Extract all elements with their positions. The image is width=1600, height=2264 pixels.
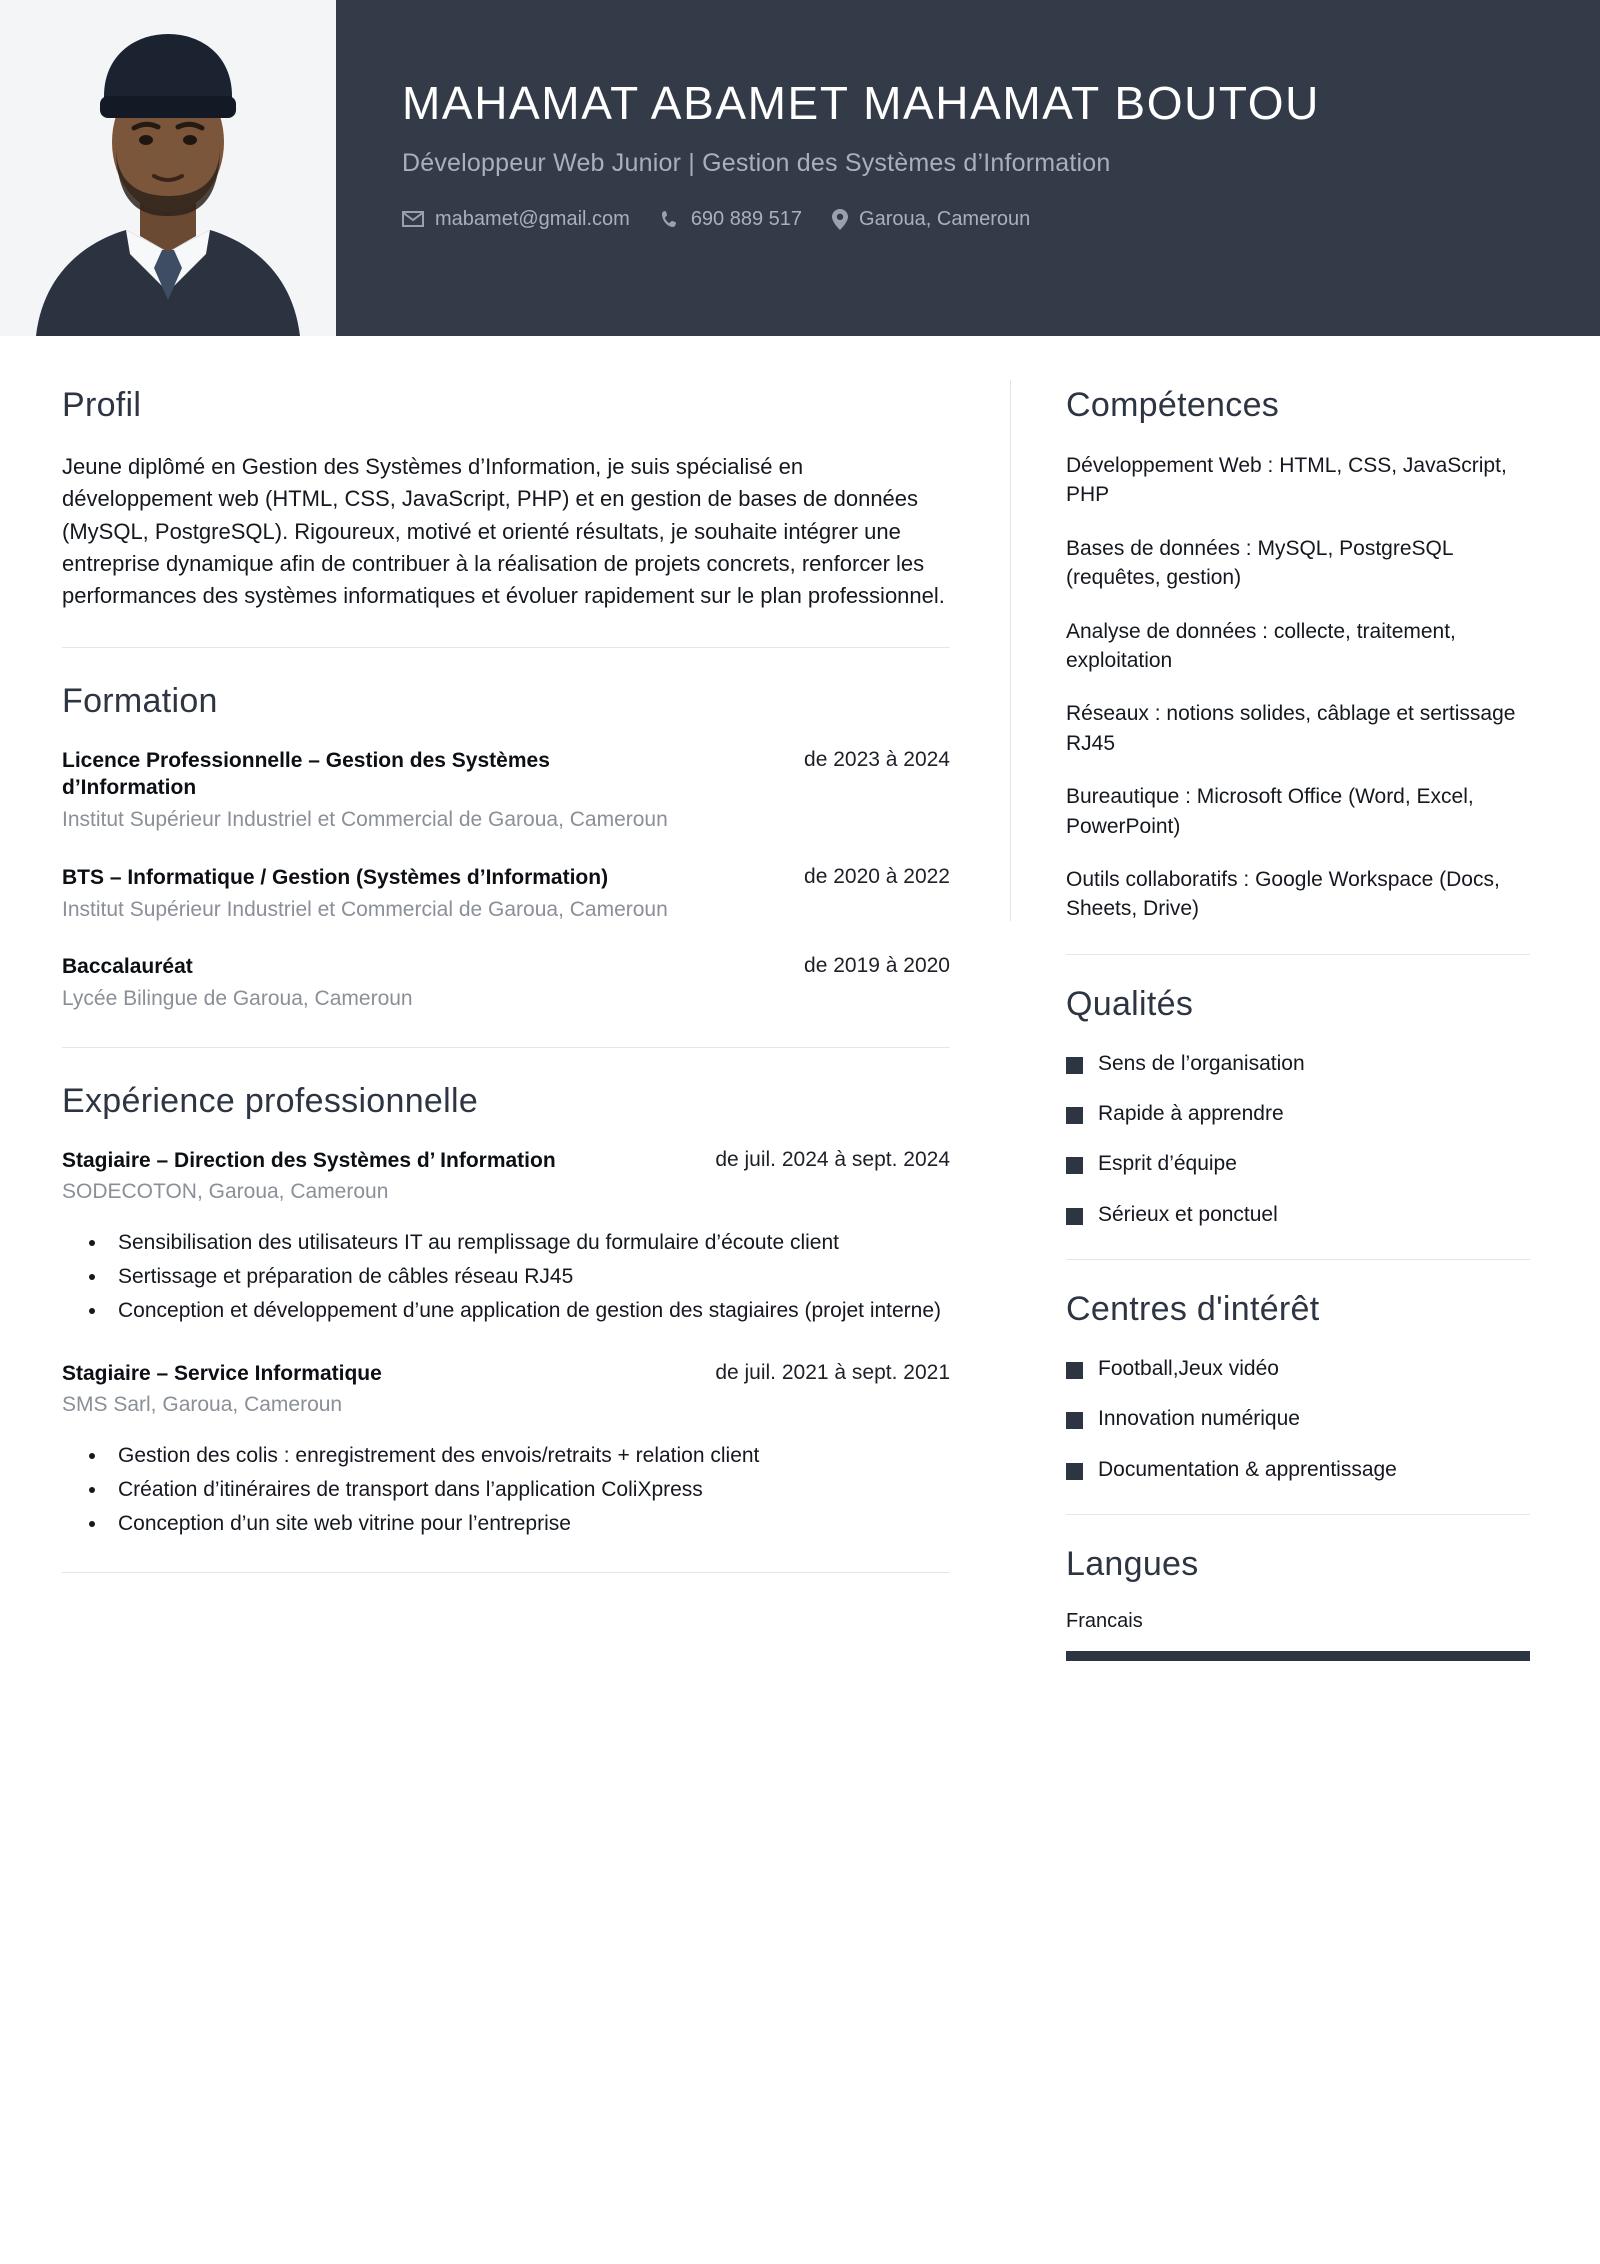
interest-label: Innovation numérique bbox=[1098, 1407, 1300, 1431]
experience-bullet: • Sensibilisation des utilisateurs IT au remplissage du formulaire d’écoute client bbox=[108, 1228, 950, 1258]
divider-profil-formation bbox=[62, 647, 950, 648]
quality-item bbox=[1066, 1050, 1530, 1078]
profil-text: Jeune diplômé en Gestion des Systèmes d’Information, je suis spécialisé en développement web (HTML, CSS, JavaScript, PHP) et en gestion de bases de données (MySQL, PostgreSQL). Rigoureux, motivé et orienté résultats, je souhaite intégrer une entreprise dynamique afin de contribuer à la réalisation de projets concrets, renforcer les performances des systèmes informatiques et évoluer rapidement sur le plan professionnel. bbox=[62, 454, 945, 609]
experience-heading: Expérience professionnelle bbox=[62, 1081, 479, 1120]
competences-heading: Compétences bbox=[1066, 386, 1280, 424]
quality-item bbox=[1066, 1100, 1530, 1128]
section-centres-interet bbox=[1066, 1290, 1530, 1484]
experience-title: Stagiaire – Service Informatique bbox=[62, 1361, 382, 1385]
education-entry bbox=[62, 864, 950, 923]
divider-qualites-interets bbox=[1066, 1259, 1530, 1260]
divider-competences-qualites bbox=[1066, 954, 1530, 955]
square-bullet-icon bbox=[1066, 1463, 1083, 1480]
section-langues bbox=[1066, 1545, 1530, 1661]
education-date: de 2023 à 2024 bbox=[804, 747, 950, 771]
square-bullet-icon bbox=[1066, 1057, 1083, 1074]
language-name: Francais bbox=[1066, 1610, 1143, 1633]
experience-entry bbox=[62, 1147, 950, 1326]
education-date: de 2020 à 2022 bbox=[804, 864, 950, 888]
contact-phone[interactable] bbox=[660, 208, 802, 231]
location-text: Garoua, Cameroun bbox=[859, 207, 1031, 230]
contact-location[interactable] bbox=[832, 208, 1030, 231]
email-text: mabamet@gmail.com bbox=[435, 207, 630, 230]
square-bullet-icon bbox=[1066, 1412, 1083, 1429]
contact-email[interactable] bbox=[402, 208, 630, 231]
language-level-bar bbox=[1066, 1651, 1530, 1661]
interest-item bbox=[1066, 1456, 1530, 1484]
map-pin-icon bbox=[832, 209, 848, 230]
experience-bullet: • Conception d’un site web vitrine pour l’entreprise bbox=[108, 1509, 950, 1539]
profil-heading: Profil bbox=[62, 386, 142, 424]
experience-title: Stagiaire – Direction des Systèmes d’ Information bbox=[62, 1148, 556, 1172]
quality-item bbox=[1066, 1201, 1530, 1229]
portrait-illustration bbox=[0, 0, 336, 336]
section-profil bbox=[62, 386, 950, 613]
divider-formation-experience bbox=[62, 1047, 950, 1048]
language-item bbox=[1066, 1610, 1530, 1661]
skill-item: Bases de données : MySQL, PostgreSQL (requêtes, gestion) bbox=[1066, 536, 1453, 590]
education-org: Institut Supérieur Industriel et Commercial de Garoua, Cameroun bbox=[62, 897, 668, 921]
interets-heading: Centres d'intérêt bbox=[1066, 1290, 1320, 1329]
experience-org: SODECOTON, Garoua, Cameroun bbox=[62, 1180, 389, 1204]
experience-bullet: • Conception et développement d’une application de gestion des stagiaires (projet interne) bbox=[108, 1296, 950, 1326]
sidebar-column bbox=[1011, 336, 1600, 1661]
education-date: de 2019 à 2020 bbox=[804, 954, 950, 978]
skill-item: Bureautique : Microsoft Office (Word, Excel, PowerPoint) bbox=[1066, 785, 1474, 838]
experience-bullet-list bbox=[108, 1228, 950, 1325]
experience-bullet: • Création d’itinéraires de transport dans l’application ColiXpress bbox=[108, 1475, 950, 1505]
skill-item: Développement Web : HTML, CSS, JavaScript, PHP bbox=[1066, 454, 1507, 507]
quality-label: Sens de l’organisation bbox=[1098, 1051, 1305, 1075]
experience-bullet-list bbox=[108, 1441, 950, 1538]
education-title: BTS – Informatique / Gestion (Systèmes d’Information) bbox=[62, 865, 609, 889]
header-text-block bbox=[336, 0, 1600, 336]
phone-icon bbox=[660, 209, 680, 229]
job-title: Développeur Web Junior | Gestion des Systèmes d’Information bbox=[402, 148, 1111, 177]
experience-date: de juil. 2024 à sept. 2024 bbox=[715, 1147, 950, 1171]
skill-item: Outils collaboratifs : Google Workspace (Docs, Sheets, Drive) bbox=[1066, 867, 1500, 921]
langues-heading: Langues bbox=[1066, 1545, 1199, 1584]
quality-item bbox=[1066, 1150, 1530, 1178]
experience-org: SMS Sarl, Garoua, Cameroun bbox=[62, 1393, 343, 1417]
section-experience bbox=[62, 1082, 950, 1539]
quality-label: Rapide à apprendre bbox=[1098, 1102, 1284, 1126]
education-org: Institut Supérieur Industriel et Commercial de Garoua, Cameroun bbox=[62, 808, 668, 832]
section-formation bbox=[62, 682, 950, 1013]
divider-experience-end bbox=[62, 1572, 950, 1573]
square-bullet-icon bbox=[1066, 1362, 1083, 1379]
education-title: Baccalauréat bbox=[62, 955, 193, 979]
education-title: Licence Professionnelle – Gestion des Systèmes d’Information bbox=[62, 748, 550, 800]
interest-label: Documentation & apprentissage bbox=[1098, 1457, 1397, 1481]
education-entry bbox=[62, 747, 950, 834]
divider-interets-langues bbox=[1066, 1514, 1530, 1515]
education-entry bbox=[62, 953, 950, 1012]
interest-item bbox=[1066, 1355, 1530, 1383]
cv-header bbox=[0, 0, 1600, 336]
contact-list bbox=[402, 208, 1600, 231]
skill-item: Analyse de données : collecte, traitement, exploitation bbox=[1066, 619, 1456, 672]
envelope-icon bbox=[402, 211, 424, 227]
formation-heading: Formation bbox=[62, 681, 218, 720]
experience-bullet: • Sertissage et préparation de câbles réseau RJ45 bbox=[108, 1262, 950, 1292]
education-org: Lycée Bilingue de Garoua, Cameroun bbox=[62, 986, 413, 1010]
experience-bullet: • Gestion des colis : enregistrement des envois/retraits + relation client bbox=[108, 1441, 950, 1471]
qualites-heading: Qualités bbox=[1066, 984, 1194, 1023]
profile-photo bbox=[0, 0, 336, 336]
quality-label: Esprit d’équipe bbox=[1098, 1152, 1237, 1176]
square-bullet-icon bbox=[1066, 1157, 1083, 1174]
section-competences bbox=[1066, 386, 1530, 924]
experience-entry bbox=[62, 1360, 950, 1539]
phone-text: 690 889 517 bbox=[690, 207, 803, 230]
quality-label: Sérieux et ponctuel bbox=[1098, 1202, 1278, 1226]
skill-item: Réseaux : notions solides, câblage et sertissage RJ45 bbox=[1066, 702, 1516, 755]
experience-date: de juil. 2021 à sept. 2021 bbox=[715, 1360, 950, 1384]
main-column bbox=[0, 336, 1010, 1661]
cv-body bbox=[0, 336, 1600, 1661]
interest-label: Football,Jeux vidéo bbox=[1098, 1357, 1279, 1381]
full-name: MAHAMAT ABAMET MAHAMAT BOUTOU bbox=[402, 77, 1320, 129]
section-qualites bbox=[1066, 985, 1530, 1229]
interest-item bbox=[1066, 1405, 1530, 1433]
square-bullet-icon bbox=[1066, 1107, 1083, 1124]
square-bullet-icon bbox=[1066, 1208, 1083, 1225]
